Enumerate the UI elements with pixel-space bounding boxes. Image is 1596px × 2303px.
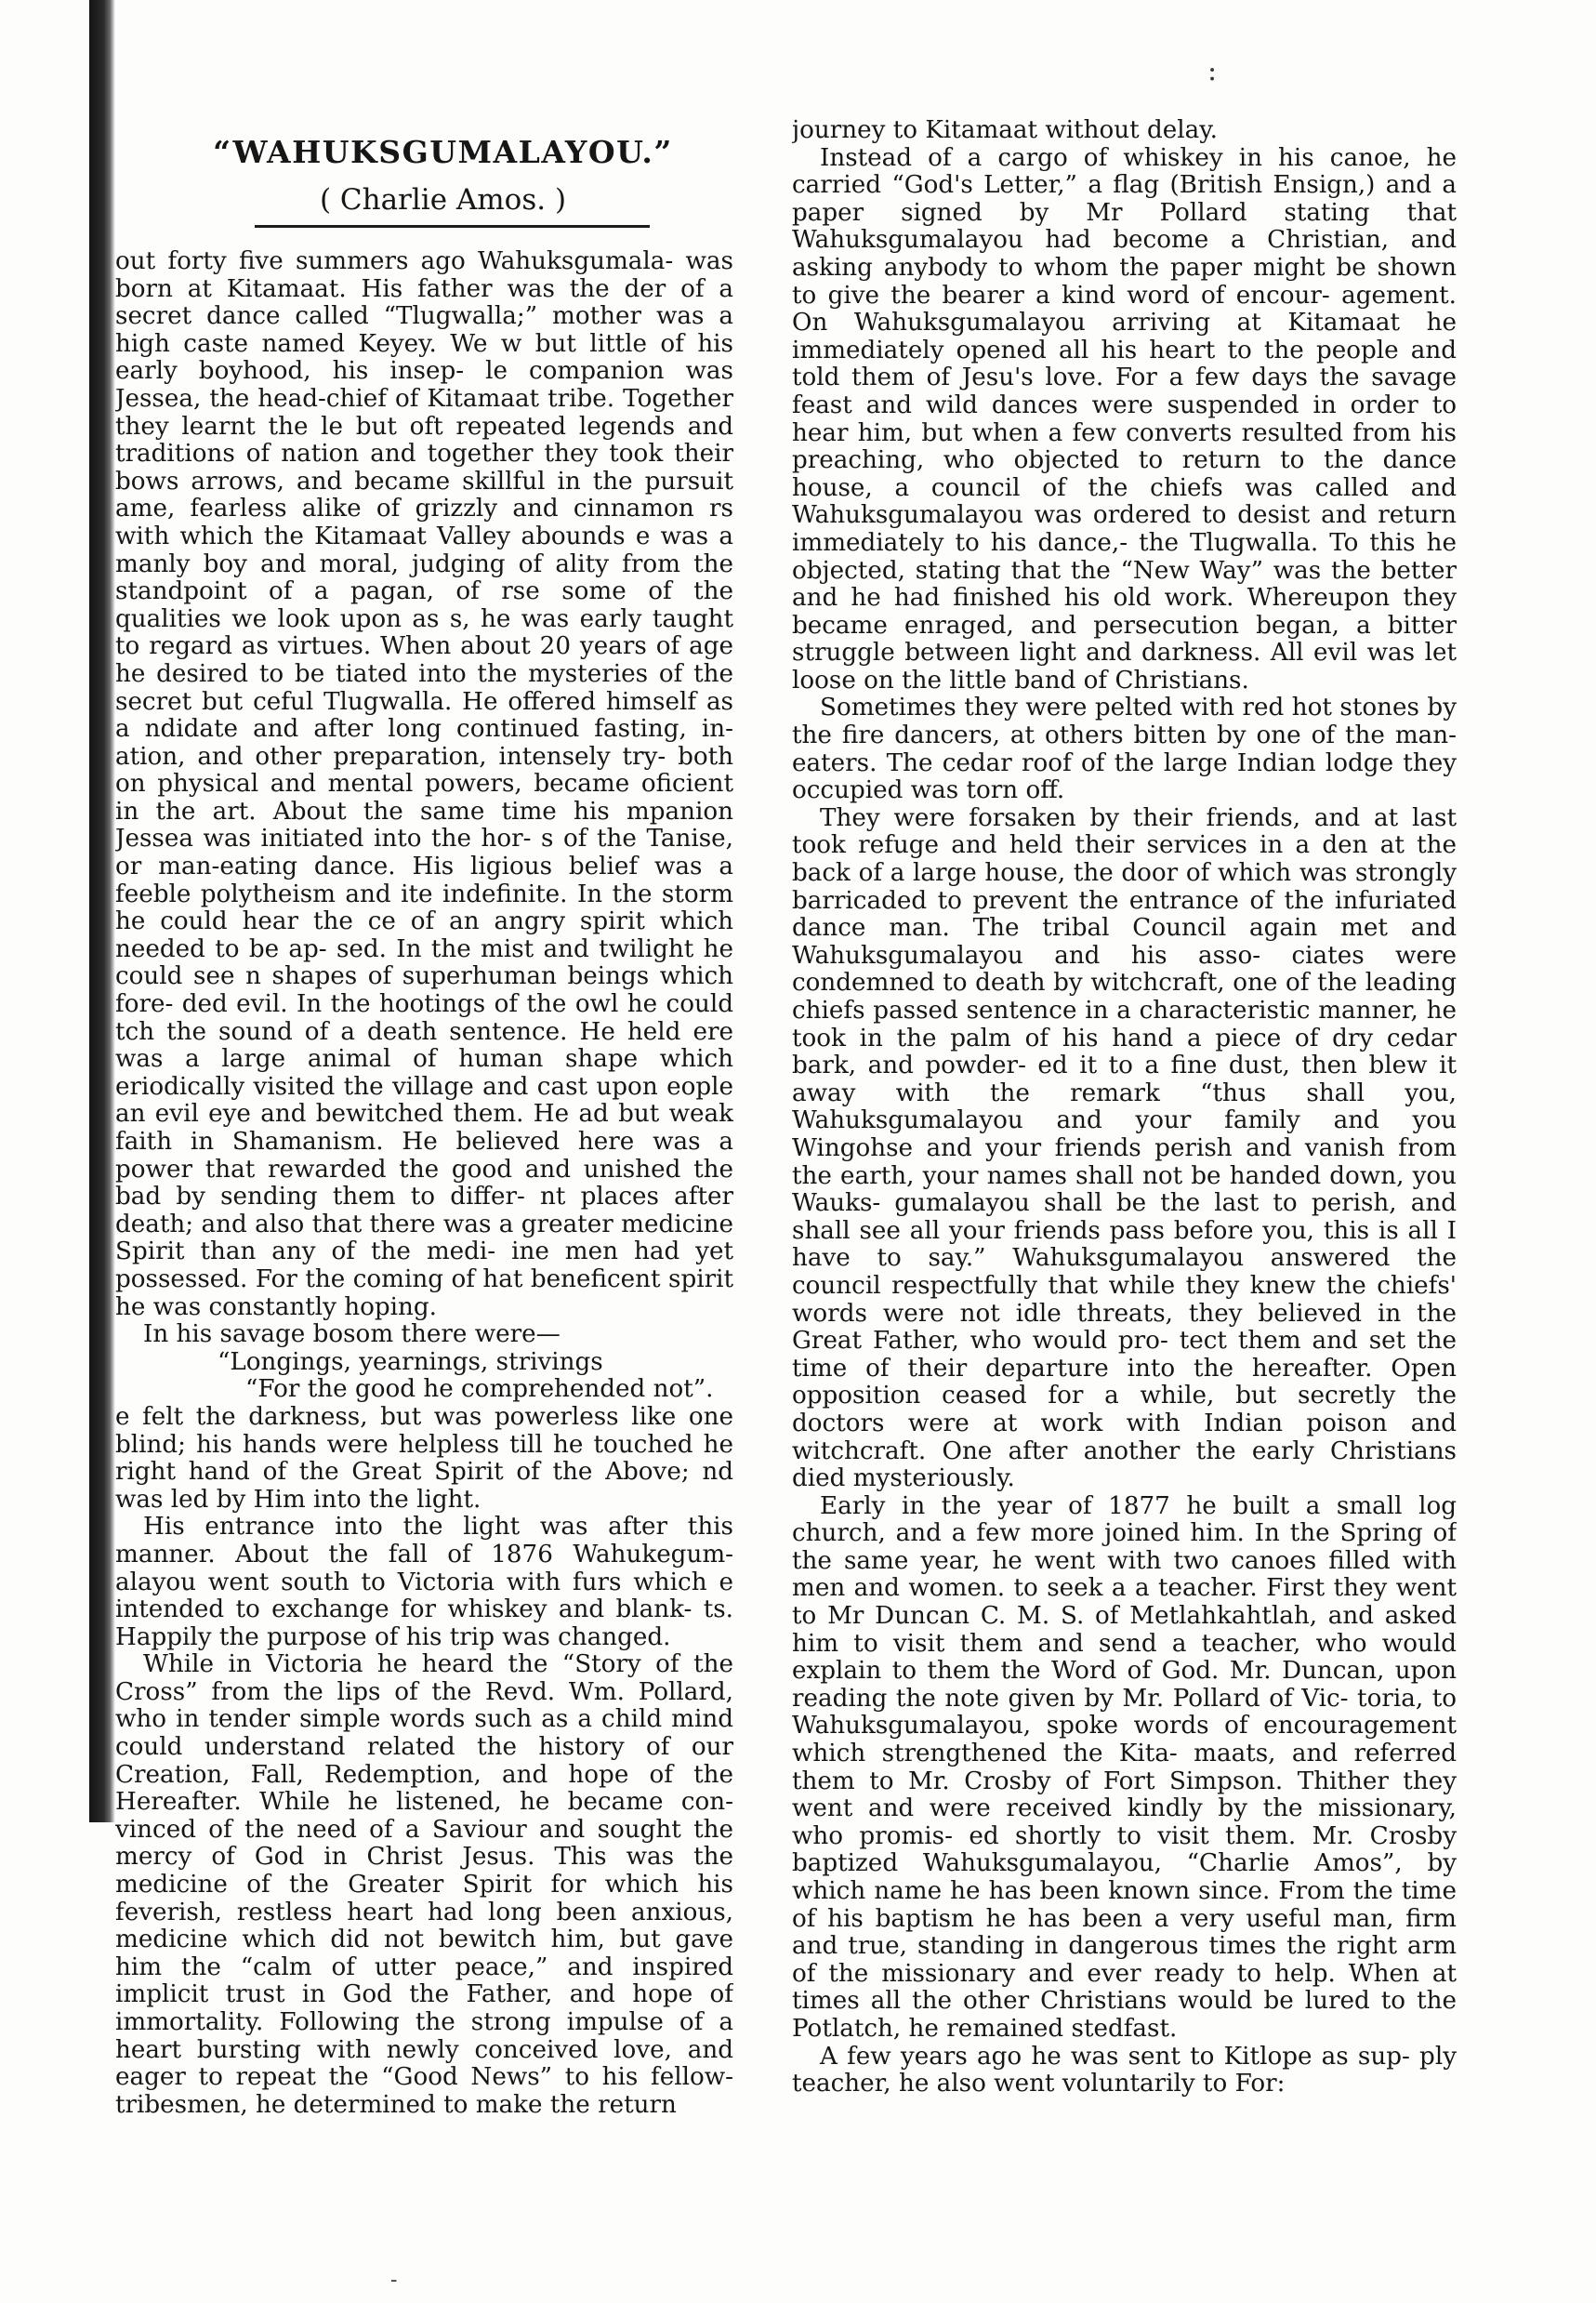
paragraph: out forty five summers ago Wahuksgumala- was born at Kitamaat. His father was the der of a secret dance called “Tlugwalla;” mother was a high caste named Keyey. We w but little of his early boyhood, his insep- le companion was Jessea, the head-chief of Kitamaat tribe. Together they learnt the le but oft repeated legends and traditions of nation and together they took their bows arrows, and became skillful in the pursuit ame, fearless alike of grizzly and cinnamon rs with which the Kitamaat Valley abounds e was a manly boy and moral, judging of ality from the standpoint of a pagan, of rse some of the qualities we look upon as s, he was early taught to regard as virtues. When about 20 years of age he desired to be tiated into the mysteries of the secret but ceful Tlugwalla. He offered himself as a ndidate and after long continued fasting, in- ation, and other preparation, intensely try- both on physical and mental powers, became oficient in the art. About the same time his mpanion Jessea was initiated into the hor- s of the Tanise, or man-eating dance. His ligious belief was a feeble polytheism and ite indefinite. In the storm he could hear the ce of an angry spirit which needed to be ap- sed. In the mist and twilight he could see n shapes of superhuman beings which fore- ded evil. In the hootings of the owl he could tch the sound of a death sentence. He held ere was a large animal of human shape which eriodically visited the village and cast upon eople an evil eye and bewitched them. He ad but weak faith in Shamanism. He believed here was a power that rewarded the good and unished the bad by sending them to differ- nt places after death; and also that there was a greater medicine Spirit than any of the medi- ine men had yet possessed. For the coming of hat beneficent spirit he was constantly hoping. (115, 247, 733, 1321)
article-title: “WAHUKSGUMALAYOU.” (213, 134, 673, 170)
verse-line: “Longings, yearnings, strivings (218, 1347, 603, 1376)
paragraph: His entrance into the light was after this manner. About the fall of 1876 Wahukegum- alayou went south to Victoria with furs which e intended to exchange for whiskey and blank- ts. Happily the purpose of his trip was changed. (115, 1513, 733, 1651)
paragraph: journey to Kitamaat without delay. (792, 116, 1218, 144)
paragraph: In his savage bosom there were— (143, 1320, 561, 1349)
scan-binding-edge (89, 0, 115, 1822)
paragraph: Early in the year of 1877 he built a small log church, and a few more joined him. In the Spring of the same year, he went with two canoes filled with men and women. to seek a a teacher. First they went to Mr Duncan C. M. S. of Metlahkahtlah, and asked him to visit them and send a teacher, who would explain to them the Word of God. Mr. Duncan, upon reading the note given by Mr. Pollard of Vic- toria, to Wahuksgumalayou, spoke words of encouragement which strengthened the Kita- maats, and referred them to Mr. Crosby of Fort Simpson. Thither they went and were received kindly by the missionary, who promis- ed shortly to visit them. Mr. Crosby baptized Wahuksgumalayou, “Charlie Amos”, by which name he has been known since. From the time of his baptism he has been a very useful man, firm and true, standing in dangerous times the right arm of the missionary and ever ready to help. When at times all the other Christians would be lured to the Potlatch, he remained stedfast. (792, 1491, 1457, 2043)
left-column (115, 0, 733, 2119)
verse-line: “For the good he comprehended not”. (245, 1375, 714, 1404)
paragraph: A few years ago he was sent to Kitlope as sup- ply teacher, he also went voluntarily to For: (792, 2042, 1457, 2098)
paragraph: Instead of a cargo of whiskey in his canoe, he carried “God's Letter,” a flag (British Ensign,) and a paper signed by Mr Pollard stating that Wahuksgumalayou had become a Christian, and asking anybody to whom the paper might be shown to give the bearer a kind word of encour- agement. On Wahuksgumalayou arriving at Kitamaat he immediately opened all his heart to the people and told them of Jesu's love. For a few days the savage feast and wild dances were suspended in order to hear him, but when a few converts resulted from his preaching, who objected to return to the dance house, a council of the chiefs was called and Wahuksgumalayou was ordered to desist and return immediately to his dance,- the Tlugwalla. To this he objected, stating that the “New Way” was the better and he had finished his old work. Whereupon they became enraged, and persecution began, a bitter struggle between light and darkness. All evil was let loose on the little band of Christians. (792, 143, 1457, 695)
right-column (792, 0, 1457, 2098)
paragraph: They were forsaken by their friends, and at last took refuge and held their services in a den at the back of a large house, the door of which was strongly barricaded to prevent the entrance of the infuriated dance man. The tribal Council again met and Wahuksgumalayou and his asso- ciates were condemned to death by witchcraft, one of the leading chiefs passed sentence in a characteristic manner, he took in the palm of his hand a piece of dry cedar bark, and powder- ed it to a fine dust, then blew it away with the remark “thus shall you, Wahuksgumalayou and your family and you Wingohse and your friends perish and vanish from the earth, your names shall not be handed down, you Wauks- gumalayou shall be the last to perish, and shall see all your friends pass before you, this is all I have to say.” Wahuksgumalayou answered the council respectfully that while they knew the chiefs' words were not idle threats, they believed in the Great Father, who would pro- tect them and set the time of their departure into the hereafter. Open opposition ceased for a while, but secretly the doctors were at work with Indian poison and witchcraft. One after another the early Christians died mysteriously. (792, 803, 1457, 1493)
stray-mark-bottom: - (390, 2269, 398, 2292)
paragraph: e felt the darkness, but was powerless like one blind; his hands were helpless till he touched he right hand of the Great Spirit of the Above; nd was led by Him into the light. (115, 1402, 733, 1514)
article-byline: ( Charlie Amos. ) (319, 183, 567, 217)
stray-mark-top: : (1207, 55, 1218, 87)
paragraph: While in Victoria he heard the “Story of the Cross” from the lips of the Revd. Wm. Pollard, who in tender simple words such as a child mind could understand related the history of our Creation, Fall, Redemption, and hope of the Hereafter. While he listened, he became con- vinced of the need of a Saviour and sought the mercy of God in Christ Jesus. This was the medicine of the Greater Spirit for which his feverish, restless heart had long been anxious, medicine which did not bewitch him, but gave him the “calm of utter peace,” and inspired implicit trust in God the Father, and hope of immortality. Following the strong impulse of a heart bursting with newly conceived love, and eager to repeat the “Good News” to his fellow- tribesmen, he determined to make the return (115, 1650, 733, 2119)
byline-rule (255, 225, 650, 228)
paragraph: Sometimes they were pelted with red hot stones by the fire dancers, at others bitten by one of the man-eaters. The cedar roof of the large Indian lodge they occupied was torn off. (792, 694, 1457, 805)
